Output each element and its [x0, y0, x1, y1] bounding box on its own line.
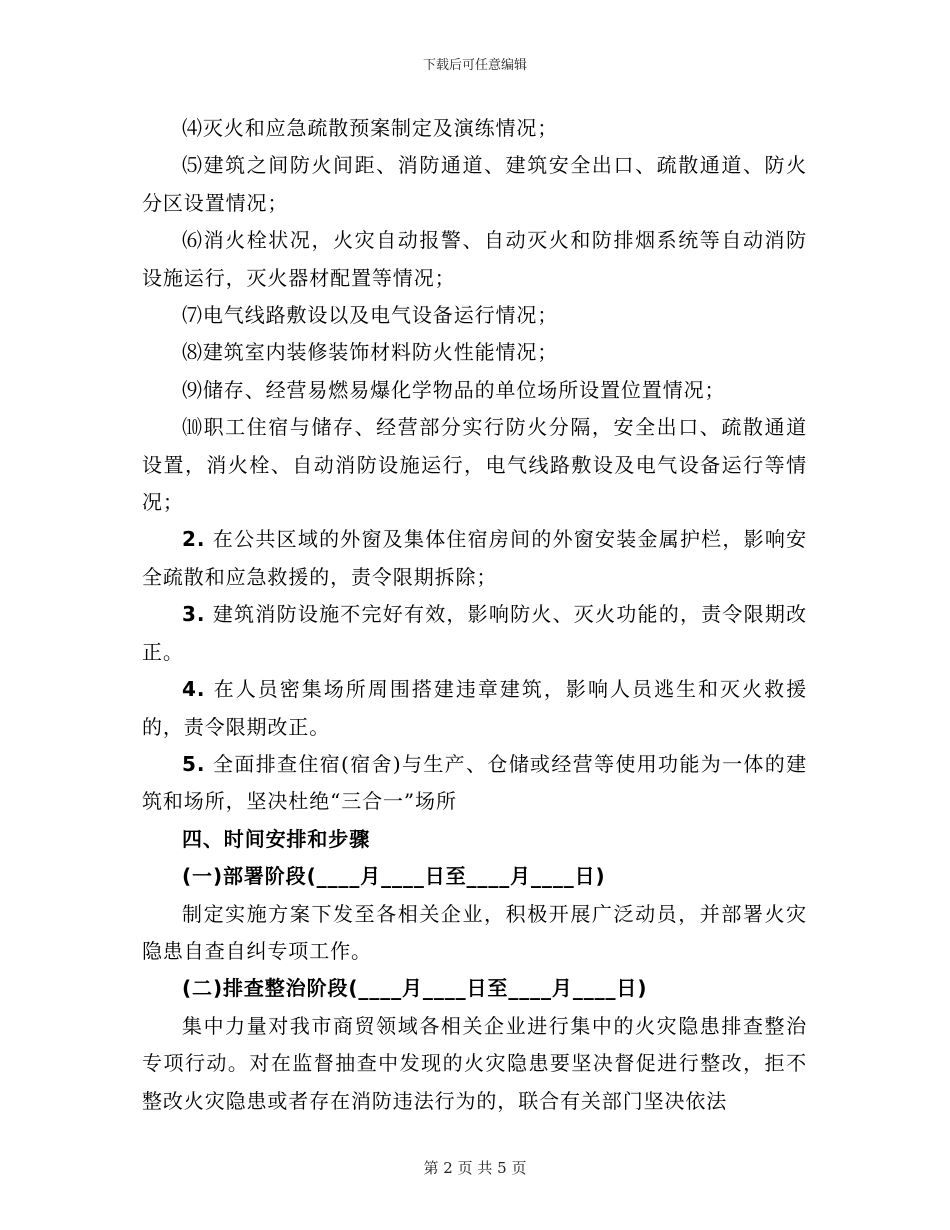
list-item: ⑻建筑室内装修装饰材料防火性能情况；	[182, 340, 559, 365]
list-item: ⑷灭火和应急疏散预案制定及演练情况；	[182, 116, 559, 140]
list-item: ⑽职工住宿与储存、经营部分实行防火分隔，安全出口、疏散通道设置，消火栓、自动消防设施运行，电气线路敷设及电气设备运行等情况；	[142, 415, 807, 515]
stage-heading: (一)部署阶段(____月____日至____月____日)	[182, 864, 606, 889]
item-number: 2.	[182, 527, 206, 552]
numbered-item	[142, 521, 807, 596]
item-text: 建筑消防设施不完好有效，影响防火、灭火功能的，责令限期改正。	[142, 602, 807, 664]
numbered-item	[142, 746, 807, 821]
item-number: 5.	[182, 751, 206, 776]
item-number: 4.	[182, 677, 206, 702]
document-body	[142, 110, 807, 1120]
item-number: 3.	[182, 602, 206, 627]
list-item: ⑺电气线路敷设以及电气设备运行情况；	[182, 303, 559, 328]
item-text: 在公共区域的外窗及集体住宿房间的外窗安装金属护栏，影响安全疏散和应急救援的，责令限期拆除；	[142, 527, 807, 589]
page-footer: 第 2 页 共 5 页	[423, 1159, 527, 1177]
numbered-item	[142, 671, 807, 746]
list-item: ⑸建筑之间防火间距、消防通道、建筑安全出口、疏散通道、防火分区设置情况；	[142, 153, 807, 215]
stage-heading: (二)排查整治阶段(____月____日至____月____日)	[182, 976, 648, 1001]
page-header: 下载后可任意编辑	[422, 58, 527, 73]
stage-paragraph: 制定实施方案下发至各相关企业，积极开展广泛动员，并部署火灾隐患自查自纠专项工作。	[142, 901, 807, 963]
numbered-item	[142, 596, 807, 671]
item-text: 全面排查住宿(宿舍)与生产、仓储或经营等使用功能为一体的建筑和场所，坚决杜绝“三合一”场所	[142, 751, 807, 814]
list-item: ⑹消火栓状况，火灾自动报警、自动灭火和防排烟系统等自动消防设施运行，灭火器材配置等情况；	[142, 228, 807, 290]
list-item: ⑼储存、经营易燃易爆化学物品的单位场所设置位置情况；	[182, 377, 726, 402]
stage-paragraph: 集中力量对我市商贸领域各相关企业进行集中的火灾隐患排查整治专项行动。对在监督抽查中发现的火灾隐患要坚决督促进行整改，拒不整改火灾隐患或者存在消防违法行为的，联合有关部门坚决依法	[142, 1013, 807, 1113]
item-text: 在人员密集场所周围搭建违章建筑，影响人员逃生和灭火救援的，责令限期改正。	[142, 677, 807, 739]
section-heading: 四、时间安排和步骤	[182, 826, 371, 851]
